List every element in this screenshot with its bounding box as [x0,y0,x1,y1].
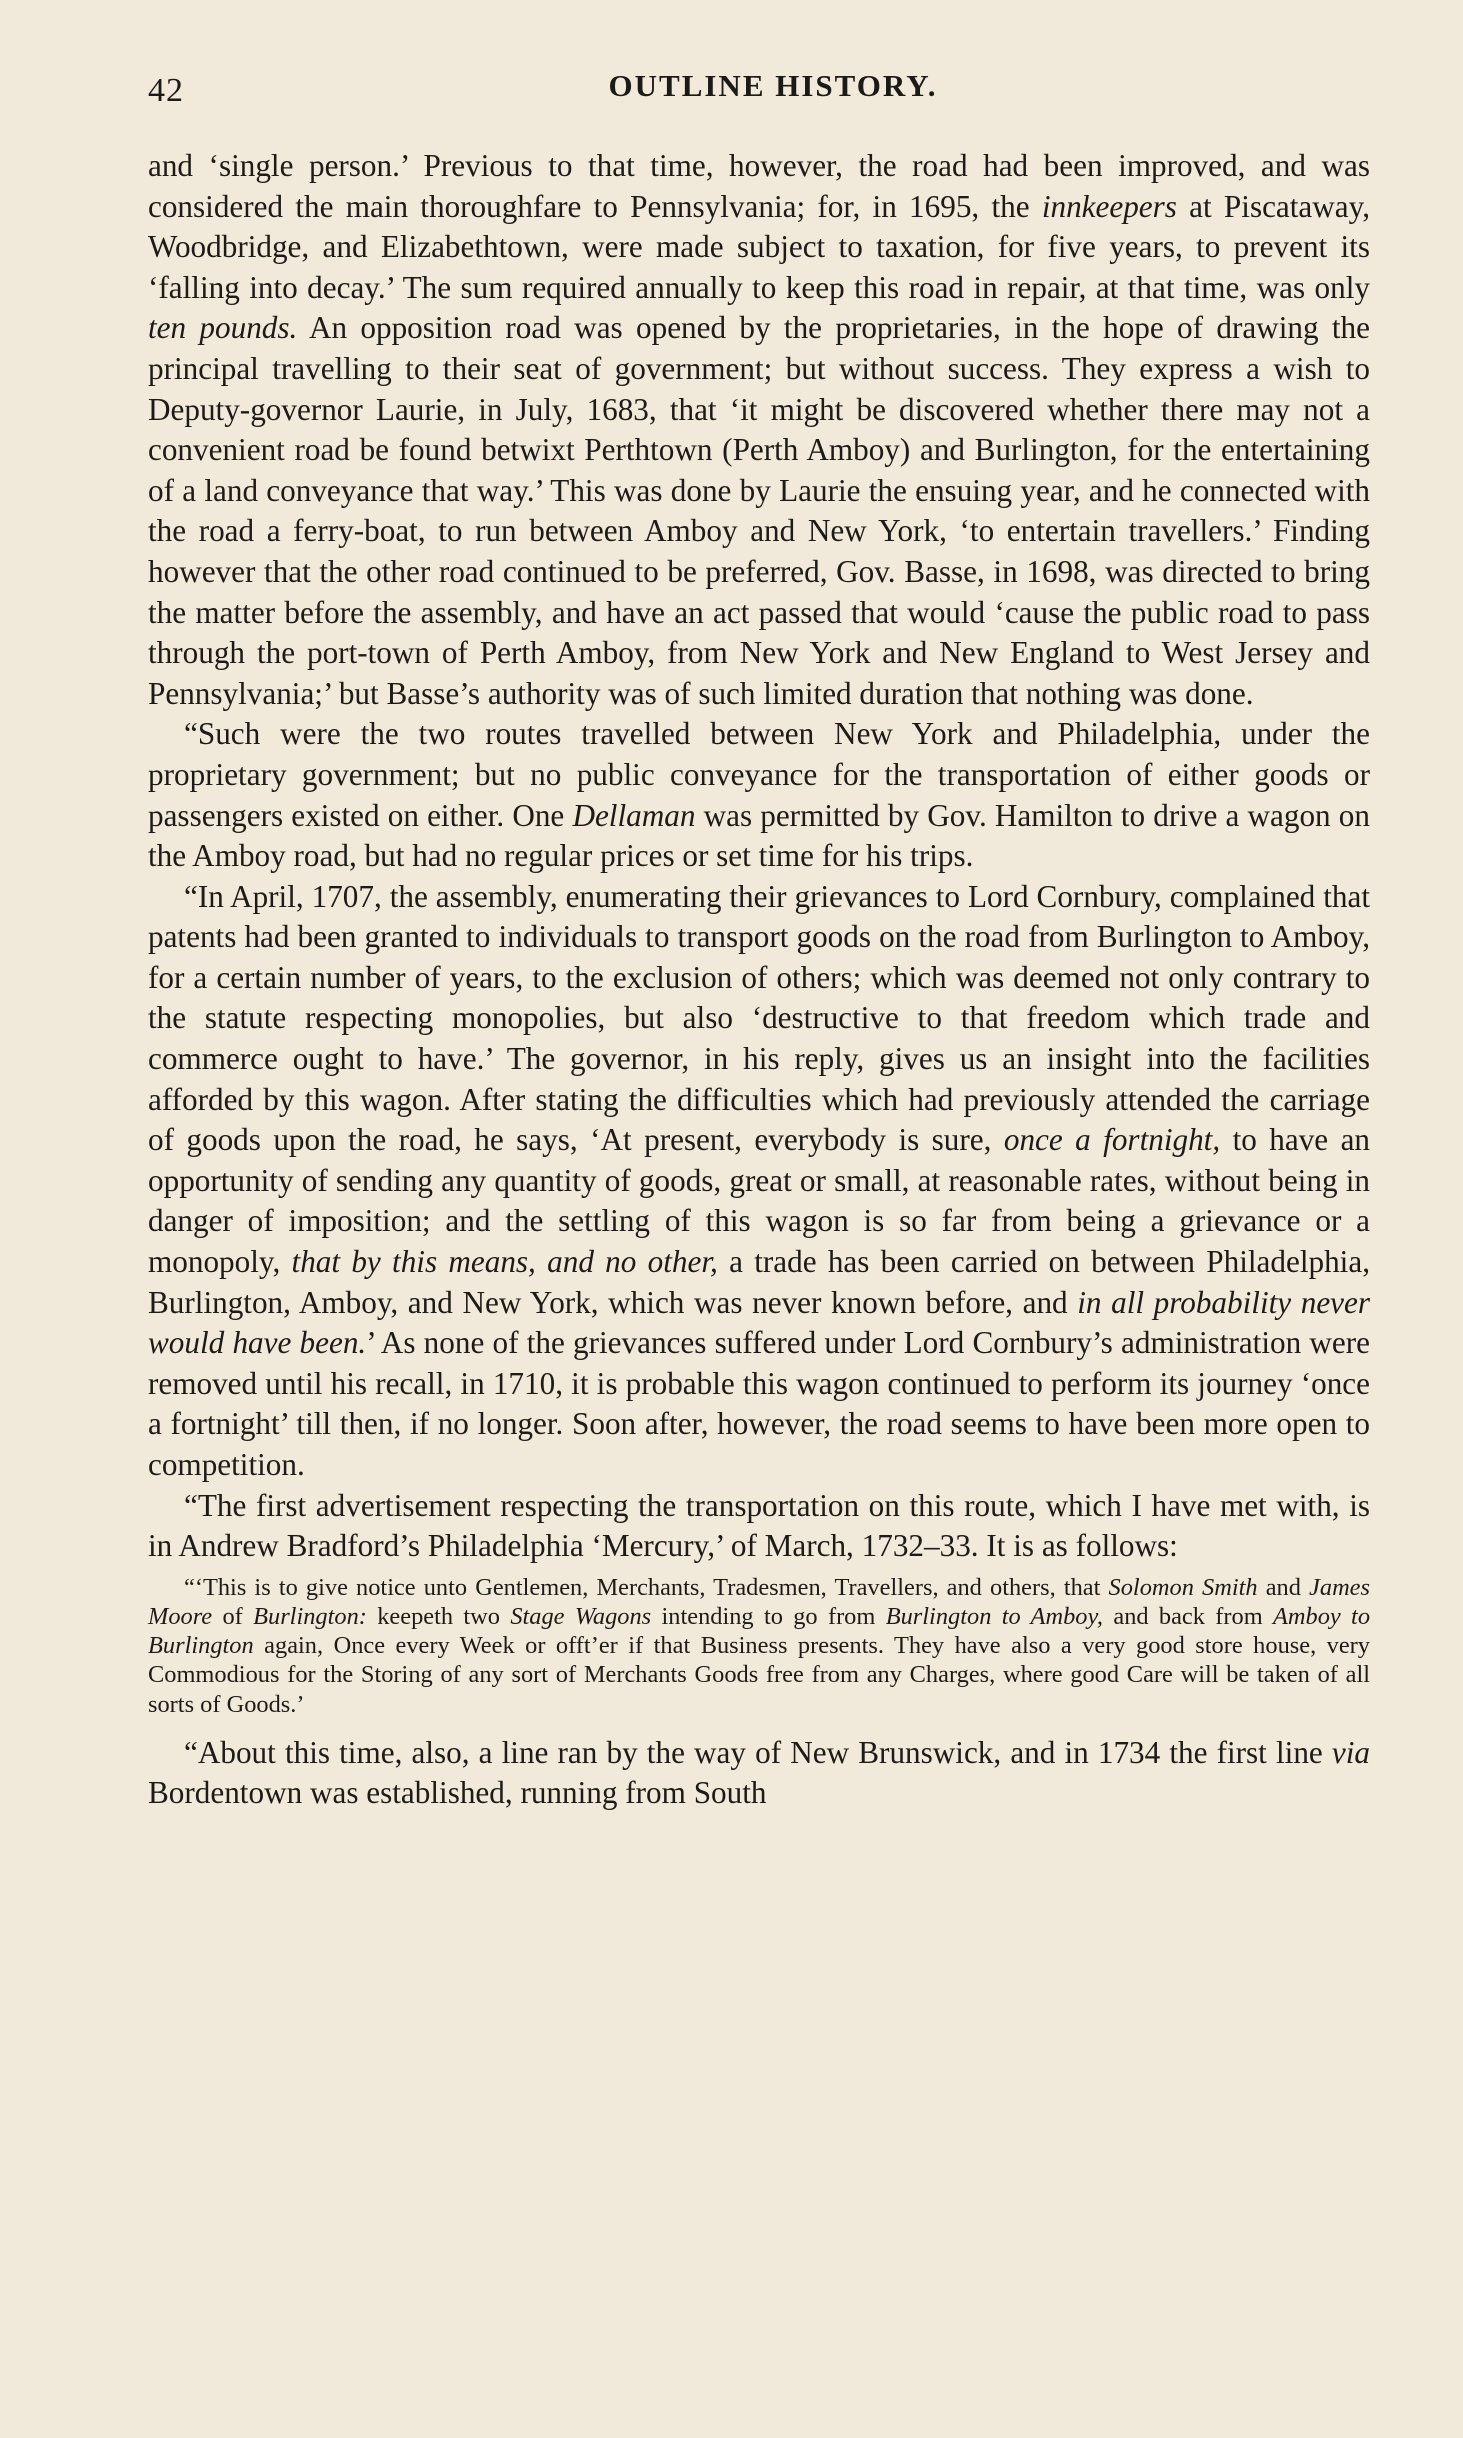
page-header [148,64,1368,114]
text-run: to have an opportunity of sending any quantity of goods, great or small, at reasonable rates, without being in danger of imposition; and the settling of this wagon is so far from being a grievance or a monopoly, [148,1122,1371,1280]
paragraph-first-advertisement [148,1486,1370,1567]
italic-text-run: James Moore [148,1573,1370,1630]
italic-text-run: Solomon Smith [1108,1573,1258,1601]
italic-text-run: Amboy to Burlington [148,1602,1371,1660]
italic-text-run: innkeepers [1041,188,1177,224]
text-run: An opposition road was opened by the proprietaries, in the hope of drawing the principal travelling to their seat of government; but without success. They express a wish to Deputy-governor Laurie, in July, 1683, that ‘it might be discovered whether there may not a convenient road be found betwixt Perthtown (Perth Amboy) and Burlington, for the entertaining of a land conveyance that way.’ This was done by Laurie the ensuing year, and he connected with the road a ferry-boat, to run between Amboy and New York, ‘to entertain travellers.’ Finding however that the other road continued to be preferred, Gov. Basse, in 1698, was directed to bring the matter before the assembly, and have an act passed that would ‘cause the public road to pass through the port-town of Perth Amboy, from New York and New England to West Jersey and Pennsylvania;’ but Basse’s authority was of such limited duration that nothing was done. [148,310,1370,711]
advertisement-quote [148,1573,1370,1719]
text-run: “‘This is to give notice unto Gentlemen, Merchants, Tradesmen, Travellers, and others, that [184,1573,1109,1601]
text-run: and ‘single person.’ Previous to that time, however, the road had been improved, and was considered the main thoroughfare to Pennsylvania; for, in 1695, the [148,148,1370,224]
text-run: “The first advertisement respecting the transportation on this route, which I have met with, is in Andrew Bradford’s Philadelphia ‘Mercury,’ of March, 1732–33. It is as follows: [148,1487,1370,1564]
italic-text-run: once a fortnight, [1003,1122,1221,1158]
text-run: and back from [1103,1602,1273,1630]
italic-text-run: in all probability never would have been. [148,1284,1370,1361]
italic-text-run: Burlington to Amboy, [885,1602,1104,1630]
text-run: intending to go from [651,1602,886,1630]
italic-text-run: ten pounds. [148,310,298,346]
text-run: “In April, 1707, the assembly, enumerating their grievances to Lord Cornbury, complained that patents had been granted to individuals to transport goods on the road from Burlington to Amboy, for a certain number of years, to the exclusion of others; which was deemed not only contrary to the statute respecting monopolies, but also ‘destructive to that freedom which trade and commerce ought to have.’ The governor, in his reply, gives us an insight into the facilities afforded by this wagon. After stating the difficulties which had previously attended the carriage of goods upon the road, he says, ‘At present, everybody is sure, [148,878,1370,1158]
text-run: keepeth two [366,1602,511,1630]
text-run: Bordentown was established, running from South [148,1775,767,1811]
text-run: of [212,1602,254,1630]
italic-text-run: Burlington: [253,1602,367,1630]
text-run: at Piscataway, Woodbridge, and Elizabethtown, were made subject to taxation, for five years, to prevent its ‘falling into decay.’ The sum required annually to keep this road in repair, at that time, was only [148,188,1371,305]
text-run: “About this time, also, a line ran by the way of New Brunswick, and in 1734 the first line [184,1734,1332,1770]
italic-text-run: Stage Wagons [510,1602,652,1630]
text-run: “Such were the two routes travelled between New York and Philadelphia, under the proprietary government; but no public conveyance for the transportation of either goods or passengers existed on either. One [148,716,1370,833]
paragraph-assembly-grievances [148,877,1370,1486]
text-run: and [1257,1573,1310,1601]
text-run: a trade has been carried on between Philadelphia, Burlington, Amboy, and New York, which was never known before, and [148,1244,1370,1320]
paragraph-two-routes [148,714,1370,876]
italic-text-run: Dellaman [572,797,696,833]
text-run: ’ As none of the grievances suffered under Lord Cornbury’s administration were removed until his recall, in 1710, it is probable this wagon continued to perform its journey ‘once a fortnight’ till then, if no longer. Soon after, however, the road seems to have been more open to competition. [148,1325,1371,1482]
paragraph-new-brunswick-line [148,1733,1370,1814]
italic-text-run: that by this means, and no other, [291,1244,718,1280]
body-text [148,146,1370,1814]
running-head: OUTLINE HISTORY. [608,68,938,103]
paragraph-road-history [148,146,1370,714]
text-run: again, Once every Week or offt’er if that Business presents. They have also a very good store house, very Commodious for the Storing of any sort of Merchants Goods free from any Charges, where good Care will be taken of all sorts of Goods.’ [148,1632,1370,1718]
text-run: was permitted by Gov. Hamilton to drive a wagon on the Amboy road, but had no regular prices or set time for his trips. [148,797,1370,874]
italic-text-run: via [1331,1734,1370,1770]
page-number: 42 [148,72,184,109]
